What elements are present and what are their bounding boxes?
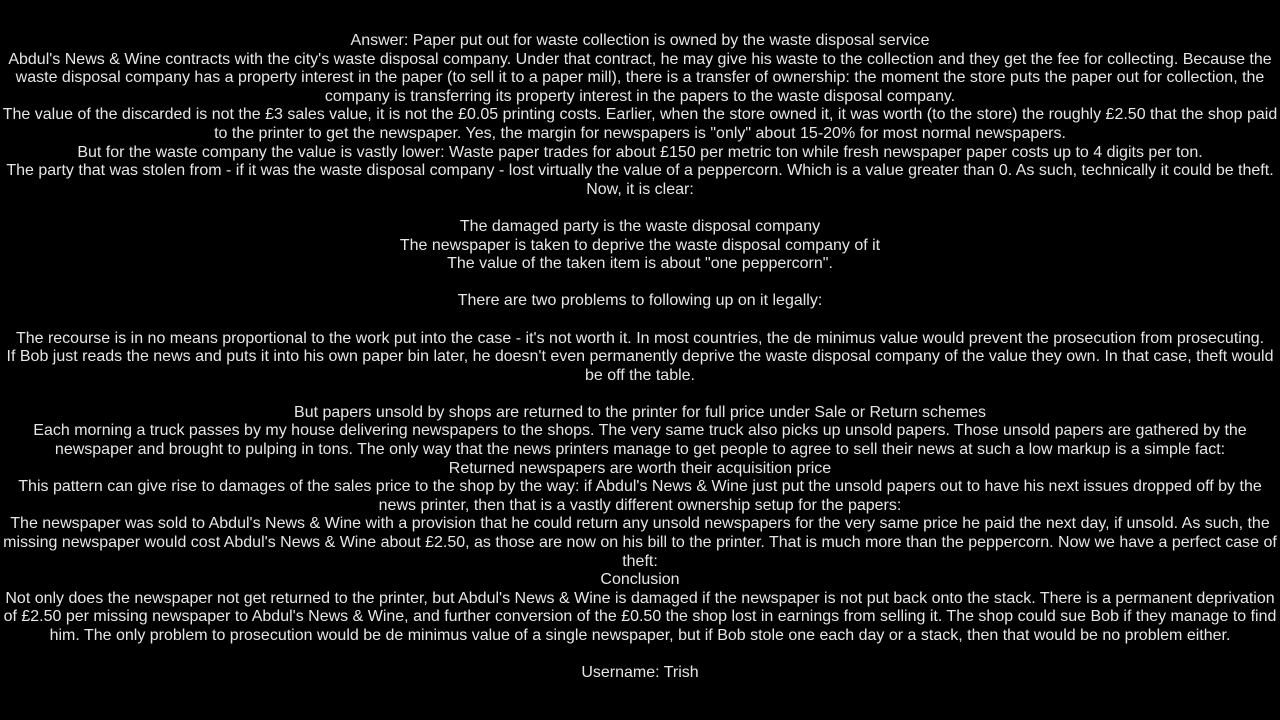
username-line: Username: Trish [581, 664, 699, 682]
section-heading-returned: Returned newspapers are worth their acquisition price [448, 459, 832, 477]
paragraph-value: The value of the discarded is not the £3 sales value, it is not the £0.05 printing costs. Earlier, when the store owned it, it was worth (to the store) the roughly £2.50 that the shop paid to the printer to get the newspaper. Yes, the margin for newspapers is "only" about 15-20% for most normal newspapers. [2, 106, 1278, 142]
paragraph-provision: The newspaper was sold to Abdul's News & Wine with a provision that he could return any unsold newspapers for the very same price he paid the next day, if unsold. As such, the missing newspaper would cost Abdul's News & Wine about £2.50, as those are now on his bill to the printer. That is much more than the peppercorn. Now we have a perfect case of theft: [3, 515, 1277, 570]
problem-item: The recourse is in no means proportional to the work put into the case - it's not worth it. In most countries, the de minimus value would prevent the prosecution from prosecuting. [15, 329, 1265, 347]
clear-point: The value of the taken item is about "one peppercorn". [447, 255, 833, 273]
paragraph-truck: Each morning a truck passes by my house delivering newspapers to the shops. The very same truck also picks up unsold papers. Those unsold papers are gathered by the newspaper and brought to pulping in tons. The only way that the news printers manage to get people to agree to sell their news at such a low markup is a simple fact: [33, 422, 1247, 459]
clear-point: The damaged party is the waste disposal company [459, 217, 821, 235]
paragraph-pattern: This pattern can give rise to damages of the sales price to the shop by the way: if Abdul's News & Wine just put the unsold papers out to have his next issues dropped off by the news printer, then that is a vastly different ownership setup for the papers: [18, 478, 1262, 514]
problems-list [0, 330, 1280, 386]
section-heading-sale-or-return: But papers unsold by shops are returned to the printer for full price under Sale or Return schemes [294, 403, 986, 421]
paragraph-waste-value: But for the waste company the value is vastly lower: Waste paper trades for about £150 per metric ton while fresh newspaper paper costs up to 4 digits per ton. [77, 143, 1203, 161]
sale-or-return-section [0, 404, 1280, 646]
problem-item: If Bob just reads the news and puts it into his own paper bin later, he doesn't even permanently deprive the waste disposal company of the value they own. In that case, theft would be off the table. [6, 348, 1274, 384]
problems-intro: There are two problems to following up on it legally: [457, 292, 823, 310]
answer-heading: Answer: Paper put out for waste collection is owned by the waste disposal service [350, 32, 930, 49]
clear-point: The newspaper is taken to deprive the waste disposal company of it [399, 236, 881, 254]
paragraph-conclusion: Not only does the newspaper not get returned to the printer, but Abdul's News & Wine is damaged if the newspaper is not put back onto the stack. There is a permanent deprivation of £2.50 per missing newspaper to Abdul's News & Wine, and further conversion of the £0.50 the shop lost in earnings from selling it. The shop could sue Bob if they manage to find him. The only problem to prosecution would be de minimus value of a single newspaper, but if Bob stole one each day or a stack, then that would be no problem either. [3, 589, 1277, 644]
section-heading-conclusion: Conclusion [600, 571, 680, 589]
paragraph-peppercorn: The party that was stolen from - if it was the waste disposal company - lost virtually the value of a peppercorn. Which is a value greater than 0. As such, technically it could be theft. [6, 162, 1274, 180]
paragraph-contract: Abdul's News & Wine contracts with the city's waste disposal company. Under that contract, he may give his waste to the collection and they get the fee for collecting. Because the waste disposal company has a property interest in the paper (to sell it to a paper mill), there is a transfer of ownership: the moment the store puts the paper out for collection, the company is transferring its property interest in the papers to the waste disposal company. [8, 50, 1272, 105]
paragraph-now-clear: Now, it is clear: [586, 180, 694, 198]
clear-points-list [0, 218, 1280, 274]
